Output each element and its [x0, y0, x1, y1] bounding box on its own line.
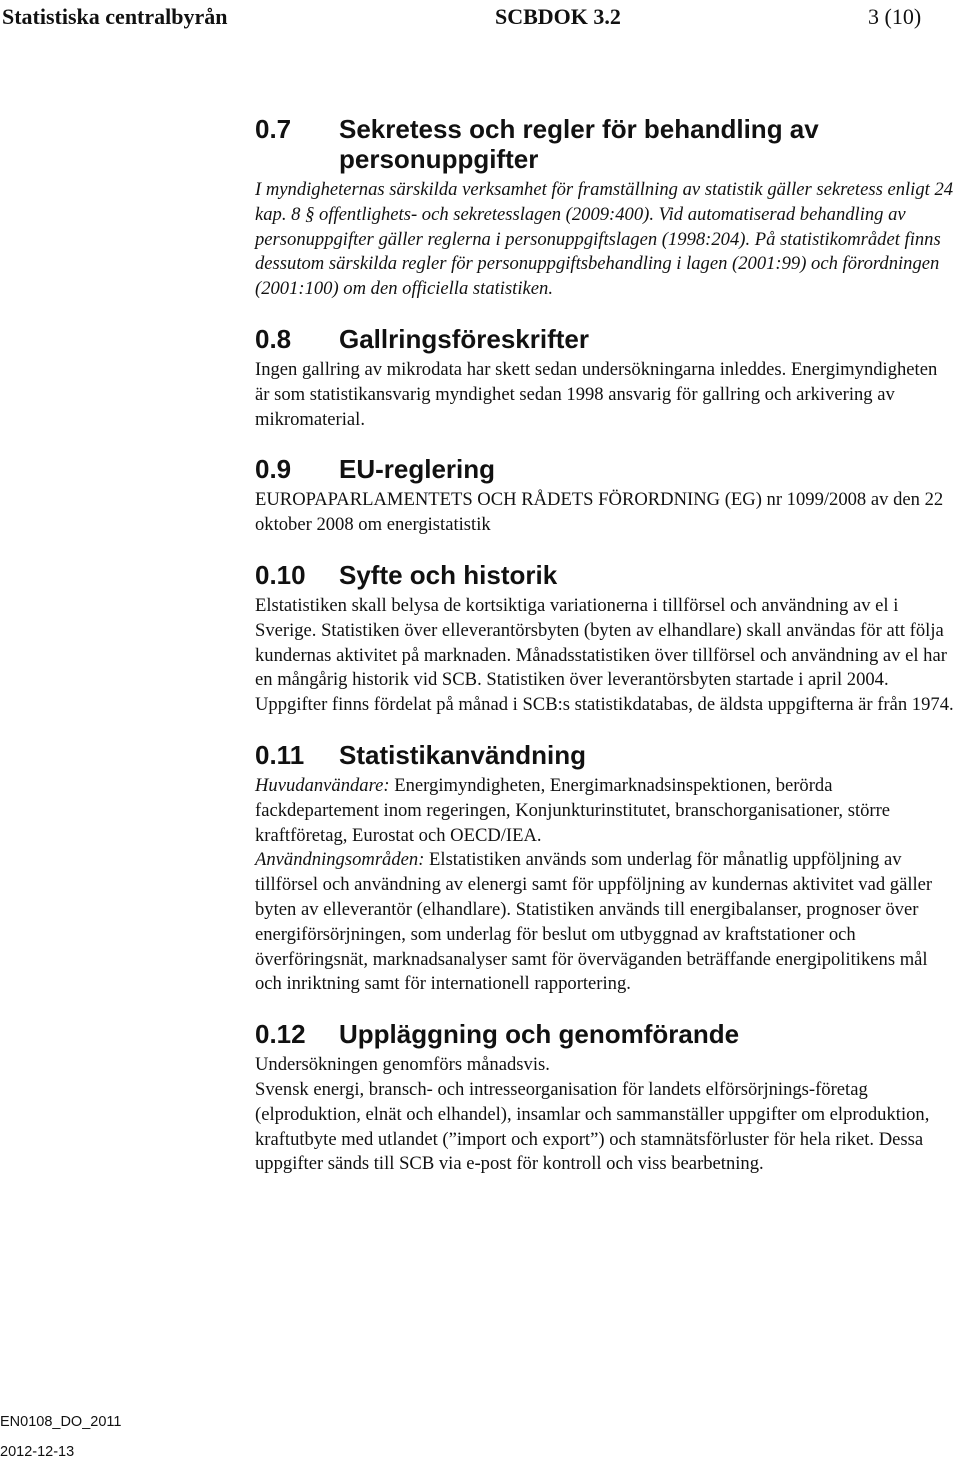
section-heading: [255, 454, 955, 484]
section-paragraph: I myndigheternas särskilda verksamhet för framställning av statistik gäller sekretess enligt 24 kap. 8 § offentlighets- och sekretesslagen (2009:400). Vid automatiserad behandling av personuppgifter gäller reglerna i personuppgiftslagen (1998:204). På statistikområdet finns dessutom särskilda regler för personuppgiftsbehandling i lagen (2001:99) och förordningen (2001:100) om den officiella statistiken.: [255, 179, 954, 300]
header-document-id: SCBDOK 3.2: [495, 4, 621, 29]
usage-areas-label: Användningsområden:: [255, 849, 425, 871]
section-paragraph: Elstatistiken skall belysa de kortsiktiga variationerna i tillförsel och användning av el i Sverige. Statistiken över elleverantörsbyten (byten av elhandlare) skall användas för att följa kundernas aktivitet på marknaden. Månadsstatistiken över tillförsel och användning av el har en mångårig historik vid SCB. Statistiken över leverantörsbyten startade i april 2004. Uppgifter finns fördelat på månad i SCB:s statistikdatabas, de äldsta uppgifterna är från 1974.: [255, 594, 954, 716]
section-0-7: [255, 114, 955, 302]
section-title: Statistikanvändning: [339, 739, 587, 770]
section-heading: [255, 114, 955, 174]
section-number: 0.8: [255, 323, 292, 354]
section-paragraph: Svensk energi, bransch- och intresseorganisation för landets elförsörjnings-företag (elproduktion, elnät och elhandel), insamlar och sammanställer uppgifter om elproduktion, kraftutbyte med utlandet (”import och export”) och stamnätsförluster för hela riket. Dessa uppgifter sänds till SCB via e-post för kontroll och viss bearbetning.: [255, 1078, 930, 1175]
section-0-9: [255, 454, 955, 538]
section-0-10: [255, 560, 955, 718]
section-heading: [255, 560, 955, 590]
header-page-number: 3 (10): [868, 4, 922, 29]
section-title: Gallringsföreskrifter: [339, 323, 589, 354]
section-paragraph: Ingen gallring av mikrodata har skett sedan undersökningarna inleddes. Energimyndigheten är som statistikansvarig myndighet sedan 1998 ansvarig för gallring och arkivering av mikromaterial.: [255, 358, 938, 430]
section-number: 0.9: [255, 454, 292, 485]
document-body: [255, 114, 955, 1199]
section-0-8: [255, 324, 955, 432]
section-title: Syfte och historik: [339, 559, 558, 590]
section-number: 0.10: [255, 559, 306, 590]
section-number: 0.7: [255, 114, 292, 144]
footer-document-code: EN0108_DO_2011: [0, 1414, 122, 1430]
main-users-text: Energimyndigheten, Energimarknadsinspektionen, berörda fackdepartement inom regeringen, Konjunkturinstitutet, branschorganisationer, större kraftföretag, Eurostat och OECD/IEA.: [255, 774, 891, 846]
section-paragraph: Undersökningen genomförs månadsvis.: [255, 1054, 550, 1076]
header-organization: Statistiska centralbyrån: [2, 4, 228, 29]
main-users-paragraph: [255, 774, 955, 848]
section-number: 0.12: [255, 1019, 306, 1050]
section-0-11: [255, 740, 955, 997]
section-heading: [255, 740, 955, 770]
section-title: Sekretess och regler för behandling av personuppgifter: [339, 114, 819, 174]
usage-areas-paragraph: [255, 848, 955, 997]
section-heading: [255, 324, 955, 354]
section-title: Uppläggning och genomförande: [339, 1019, 740, 1050]
usage-areas-text: Elstatistiken används som underlag för månatlig uppföljning av tillförsel och användning av elenergi samt för uppföljning av kundernas aktivitet vad gäller byten av elleverantör (elhandlare). Statistiken används till energibalanser, prognoser över energiförsörjningen, som underlag för beslut om utbyggnad av kraftstationer och överföringsnät, marknadsanalyser samt för överväganden beträffande energipolitikens mål och inriktning samt för internationell rapportering.: [255, 849, 933, 995]
section-heading: [255, 1019, 955, 1049]
section-paragraph: EUROPAPARLAMENTETS OCH RÅDETS FÖRORDNING (EG) nr 1099/2008 av den 22 oktober 2008 om energistatistik: [255, 489, 944, 536]
section-0-12: [255, 1019, 955, 1177]
section-title: EU-reglering: [339, 454, 496, 485]
section-number: 0.11: [255, 739, 305, 770]
main-users-label: Huvudanvändare:: [255, 774, 390, 796]
footer-date: 2012-12-13: [0, 1444, 75, 1460]
